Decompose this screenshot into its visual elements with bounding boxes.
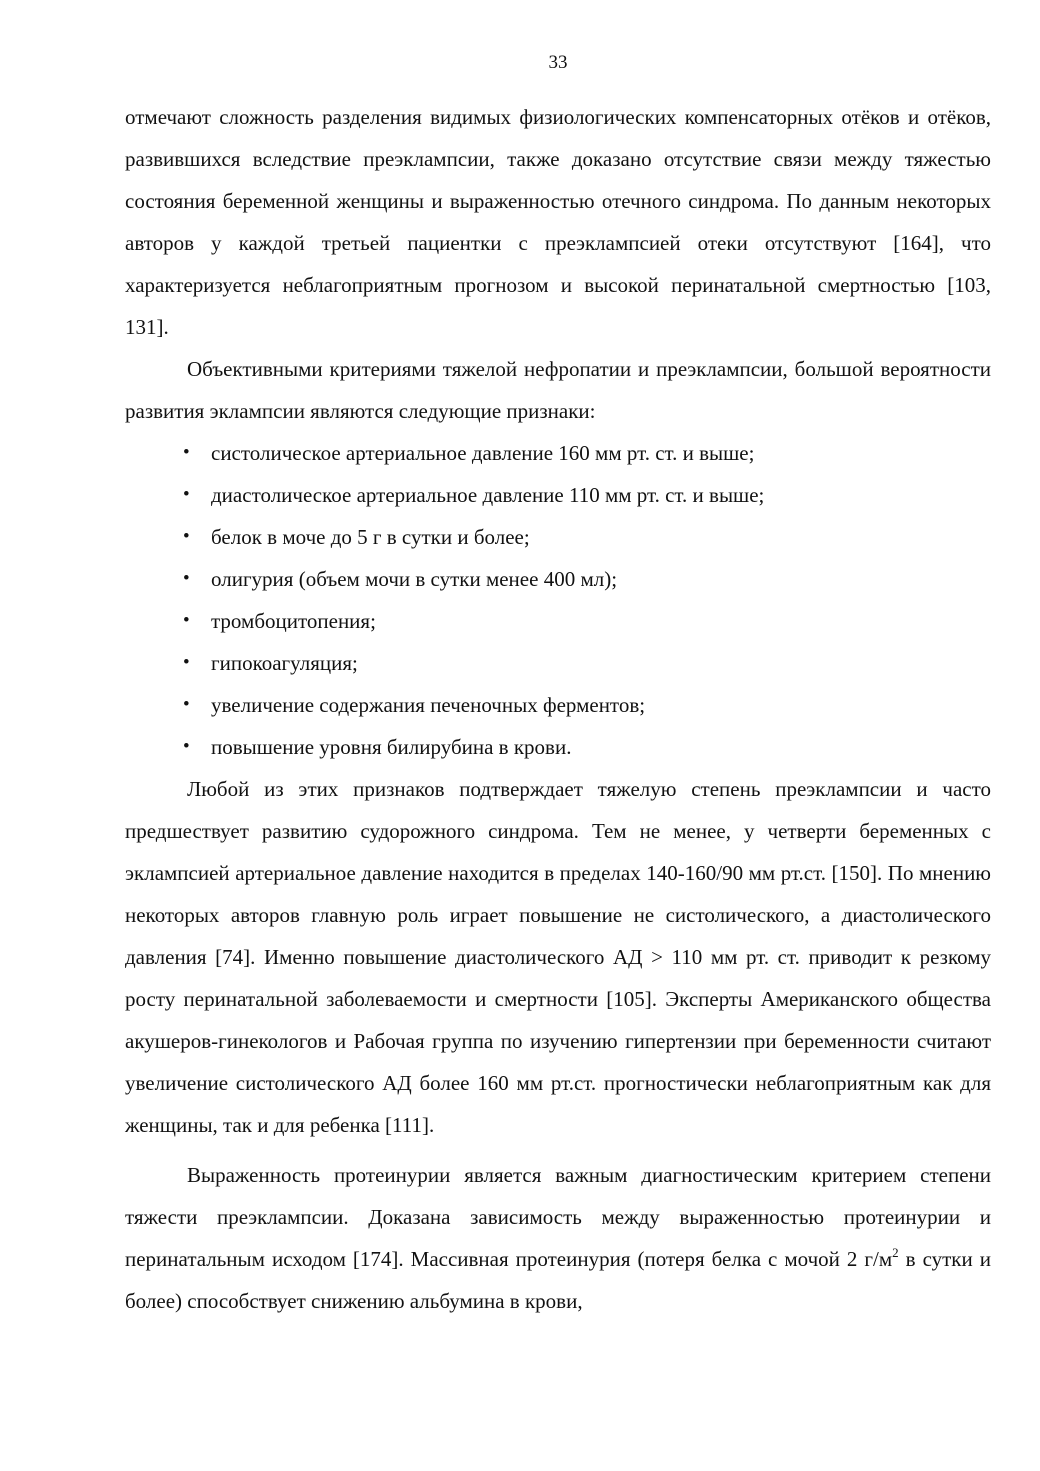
list-item-text: гипокоагуляция; — [211, 651, 358, 675]
list-item-text: диастолическое артериальное давление 110 мм рт. ст. и выше; — [211, 483, 765, 507]
bullet-icon: • — [183, 568, 190, 589]
list-item-text: олигурия (объем мочи в сутки менее 400 мл); — [211, 567, 618, 591]
list-item — [125, 600, 991, 642]
list-item — [125, 432, 991, 474]
bullet-icon: • — [183, 736, 190, 757]
paragraph-blood-pressure: Любой из этих признаков подтверждает тяжелую степень преэклампсии и часто предшествует развитию судорожного синдрома. Тем не менее, у четверти беременных с эклампсией артериальное давление находится в пределах 140-160/90 мм рт.ст. [150]. По мнению некоторых авторов главную роль играет повышение не систолического, а диастолического давления [74]. Именно повышение диастолического АД > 110 мм рт. ст. приводит к резкому росту перинатальной заболеваемости и смертности [105]. Эксперты Американского общества акушеров-гинекологов и Рабочая группа по изучению гипертензии при беременности считают увеличение систолического АД более 160 мм рт.ст. прогностически неблагоприятным как для женщины, так и для ребенка [111]. — [125, 777, 991, 1137]
bullet-icon: • — [183, 652, 190, 673]
list-item — [125, 642, 991, 684]
superscript: 2 — [892, 1245, 899, 1260]
criteria-list — [125, 432, 991, 768]
list-item-text: повышение уровня билирубина в крови. — [211, 735, 572, 759]
list-item-text: увеличение содержания печеночных ферментов; — [211, 693, 646, 717]
list-item — [125, 684, 991, 726]
bullet-icon: • — [183, 610, 190, 631]
list-item — [125, 474, 991, 516]
paragraph-text: в сутки и более) способствует снижению альбумина в крови, — [125, 1247, 991, 1313]
bullet-icon: • — [183, 694, 190, 715]
bullet-icon: • — [183, 526, 190, 547]
page-number: 33 — [548, 52, 568, 73]
list-item — [125, 726, 991, 768]
paragraph-continuation: отмечают сложность разделения видимых физиологических компенсаторных отёков и отёков, развившихся вследствие преэклампсии, также доказано отсутствие связи между тяжестью состояния беременной женщины и выраженностью отечного синдрома. По данным некоторых авторов у каждой третьей пациентки с преэклампсией отеки отсутствуют [164], что характеризуется неблагоприятным прогнозом и высокой перинатальной смертностью [103, 131]. — [125, 105, 991, 339]
document-body — [125, 96, 991, 1322]
paragraph-criteria-intro: Объективными критериями тяжелой нефропатии и преэклампсии, большой вероятности развития эклампсии являются следующие признаки: — [125, 357, 991, 423]
list-item — [125, 558, 991, 600]
paragraph-text: Выраженность протеинурии является важным диагностическим критерием степени тяжести преэклампсии. Доказана зависимость между выраженностью протеинурии и перинатальным исходом [174]. Массивная протеинурия (потеря белка с мочой 2 г/м — [125, 1163, 991, 1271]
bullet-icon: • — [183, 442, 190, 463]
list-item-text: тромбоцитопения; — [211, 609, 376, 633]
list-item-text: белок в моче до 5 г в сутки и более; — [211, 525, 530, 549]
list-item — [125, 516, 991, 558]
paragraph-proteinuria — [125, 1154, 991, 1322]
bullet-icon: • — [183, 484, 190, 505]
list-item-text: систолическое артериальное давление 160 мм рт. ст. и выше; — [211, 441, 755, 465]
